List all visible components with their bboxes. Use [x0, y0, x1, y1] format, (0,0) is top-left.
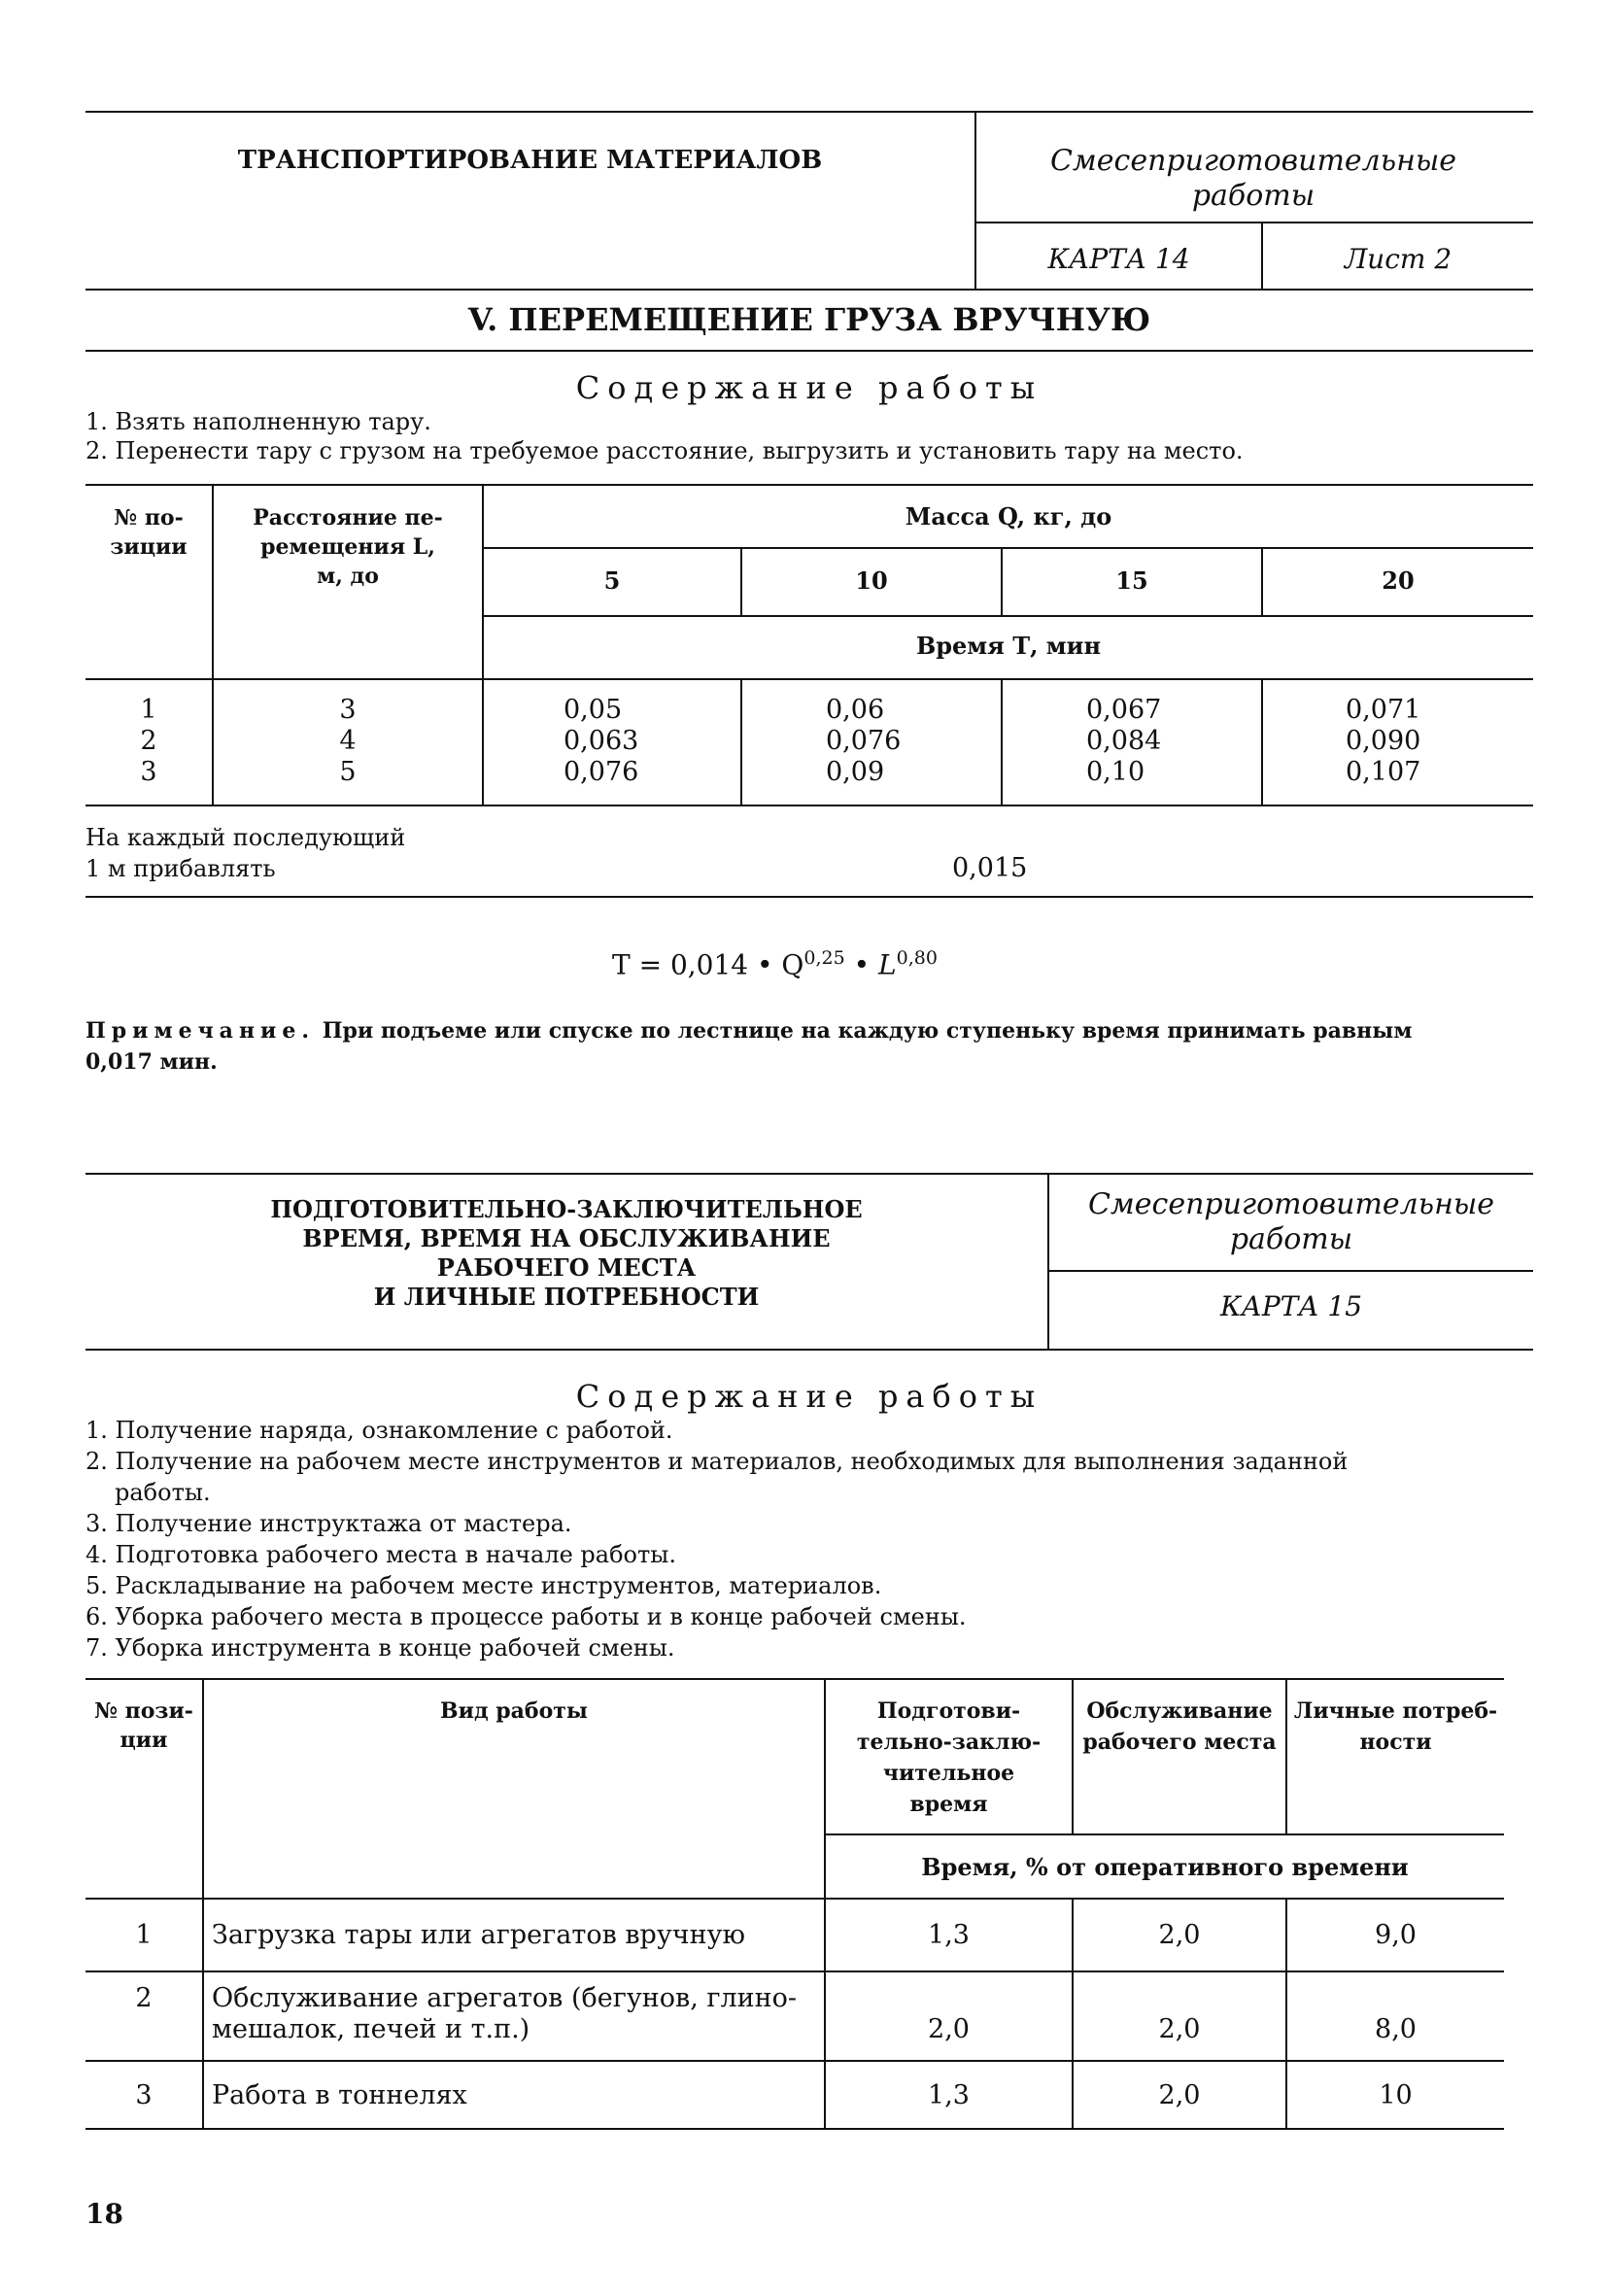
- col-header-prep-2: тельно-заклю-: [856, 1730, 1042, 1755]
- header2-right-title-1: Смесеприготовительные: [1087, 1187, 1495, 1221]
- prep: 1,3: [928, 1920, 970, 1950]
- col-header-prep-3: чительное: [882, 1761, 1015, 1786]
- header2-line-3: РАБОЧЕГО МЕСТА: [436, 1253, 697, 1282]
- kind: Загрузка тары или агрегатов вручную: [212, 1920, 745, 1950]
- step-2: 2. Перенести тару с грузом на требуемое расстояние, выгрузить и установить тару на место.: [85, 437, 1244, 464]
- value: 0,10: [1086, 757, 1145, 787]
- col-header-serv-2: рабочего места: [1082, 1730, 1277, 1755]
- col-header-pos-2: ции: [120, 1728, 168, 1753]
- step-2: 2. Получение на рабочем месте инструментов и материалов, необходимых для выполнения заданной: [85, 1448, 1349, 1475]
- sheet-number: Лист 2: [1344, 243, 1452, 275]
- value: 0,071: [1346, 695, 1421, 725]
- extra-label-1: На каждый последующий: [85, 824, 406, 851]
- step-2-cont: работы.: [115, 1479, 211, 1506]
- pos: 3: [135, 2080, 153, 2110]
- dist: 3: [339, 695, 357, 725]
- step-3: 3. Получение инструктажа от мастера.: [85, 1510, 572, 1537]
- step-5: 5. Раскладывание на рабочем месте инструментов, материалов.: [85, 1572, 882, 1599]
- value: 0,067: [1086, 695, 1162, 725]
- value: 0,084: [1086, 726, 1162, 756]
- col-header-pers-2: ности: [1359, 1730, 1432, 1755]
- value: 0,076: [826, 726, 902, 756]
- col-header-prep-4: время: [909, 1792, 988, 1817]
- time-header: Время Т, мин: [915, 632, 1102, 660]
- col-header-dist-3: м, до: [317, 564, 379, 589]
- mass-header: Масса Q, кг, до: [905, 502, 1112, 531]
- mass-15: 15: [1115, 566, 1148, 595]
- formula-mid: • L: [844, 948, 897, 981]
- step-7: 7. Уборка инструмента в конце рабочей смены.: [85, 1634, 675, 1662]
- pers: 9,0: [1375, 1920, 1417, 1950]
- value: 0,076: [564, 757, 639, 787]
- col-header-dist-1: Расстояние пе-: [253, 505, 443, 531]
- col-header-pos-2: зиции: [110, 534, 188, 560]
- step-6: 6. Уборка рабочего места в процессе работы и в конце рабочей смены.: [85, 1603, 967, 1630]
- header2-line-1: ПОДГОТОВИТЕЛЬНО-ЗАКЛЮЧИТЕЛЬНОЕ: [270, 1195, 863, 1223]
- value: 0,063: [564, 726, 639, 756]
- header2-line-2: ВРЕМЯ, ВРЕМЯ НА ОБСЛУЖИВАНИЕ: [302, 1224, 831, 1252]
- kind-cont: мешалок, печей и т.п.): [212, 2014, 530, 2044]
- step-1: 1. Получение наряда, ознакомление с работой.: [85, 1417, 673, 1444]
- col-header-prep-1: Подготови-: [876, 1698, 1021, 1724]
- formula-exp-l: 0,80: [896, 947, 938, 969]
- kind: Работа в тоннелях: [212, 2080, 467, 2110]
- col-header-serv-1: Обслуживание: [1086, 1698, 1273, 1724]
- extra-label-2: 1 м прибавлять: [85, 855, 276, 882]
- content-heading: Содержание работы: [575, 369, 1043, 406]
- extra-value: 0,015: [952, 853, 1028, 883]
- note-text-2: 0,017 мин.: [85, 1049, 218, 1075]
- step-4: 4. Подготовка рабочего места в начале работы.: [85, 1541, 676, 1568]
- serv: 2,0: [1158, 2080, 1201, 2110]
- col-header-pos-1: № пози-: [94, 1698, 193, 1724]
- step-1: 1. Взять наполненную тару.: [85, 408, 431, 435]
- header2-right-title-2: работы: [1229, 1222, 1353, 1256]
- serv: 2,0: [1158, 1920, 1201, 1950]
- header-right-title-1: Смесеприготовительные: [1049, 144, 1457, 178]
- value: 0,06: [826, 695, 885, 725]
- formula-exp-q: 0,25: [803, 947, 845, 969]
- card-number-2: КАРТА 15: [1219, 1290, 1363, 1322]
- pos: 1: [140, 695, 157, 725]
- col-header-pers-1: Личные потреб-: [1293, 1698, 1498, 1724]
- formula: [612, 947, 938, 980]
- header-left-title: ТРАНСПОРТИРОВАНИЕ МАТЕРИАЛОВ: [237, 146, 823, 175]
- pos: 3: [140, 757, 157, 787]
- content-heading-2: Содержание работы: [575, 1378, 1043, 1415]
- formula-start: T = 0,014 • Q: [612, 948, 804, 981]
- value: 0,05: [564, 695, 623, 725]
- value: 0,090: [1346, 726, 1421, 756]
- dist: 5: [339, 757, 357, 787]
- mass-20: 20: [1382, 566, 1415, 595]
- serv: 2,0: [1158, 2014, 1201, 2044]
- card-number: КАРТА 14: [1047, 243, 1190, 275]
- pers: 8,0: [1375, 2014, 1417, 2044]
- time-header-2: Время, % от оперативного времени: [921, 1853, 1409, 1881]
- value: 0,09: [826, 757, 885, 787]
- col-header-dist-2: ремещения L,: [260, 534, 435, 560]
- dist: 4: [339, 726, 357, 756]
- note: [85, 1018, 1543, 1044]
- value: 0,107: [1346, 757, 1421, 787]
- page-number: 18: [85, 2198, 123, 2230]
- col-header-pos-1: № по-: [114, 505, 184, 531]
- pos: 2: [140, 726, 157, 756]
- note-label: Примечание.: [85, 1018, 316, 1044]
- prep: 2,0: [928, 2014, 970, 2044]
- pos: 2: [135, 1983, 153, 2013]
- section-title: V. ПЕРЕМЕЩЕНИЕ ГРУЗА ВРУЧНУЮ: [467, 301, 1151, 338]
- kind: Обслуживание агрегатов (бегунов, глино-: [212, 1983, 798, 2013]
- note-text: При подъеме или спуске по лестнице на каждую ступеньку время принимать равным: [315, 1018, 1413, 1044]
- pos: 1: [135, 1920, 153, 1950]
- mass-10: 10: [855, 566, 888, 595]
- header2-line-4: И ЛИЧНЫЕ ПОТРЕБНОСТИ: [373, 1283, 760, 1311]
- col-header-kind: Вид работы: [440, 1698, 588, 1724]
- pers: 10: [1379, 2080, 1413, 2110]
- header-right-title-2: работы: [1191, 179, 1316, 213]
- prep: 1,3: [928, 2080, 970, 2110]
- mass-5: 5: [603, 566, 621, 595]
